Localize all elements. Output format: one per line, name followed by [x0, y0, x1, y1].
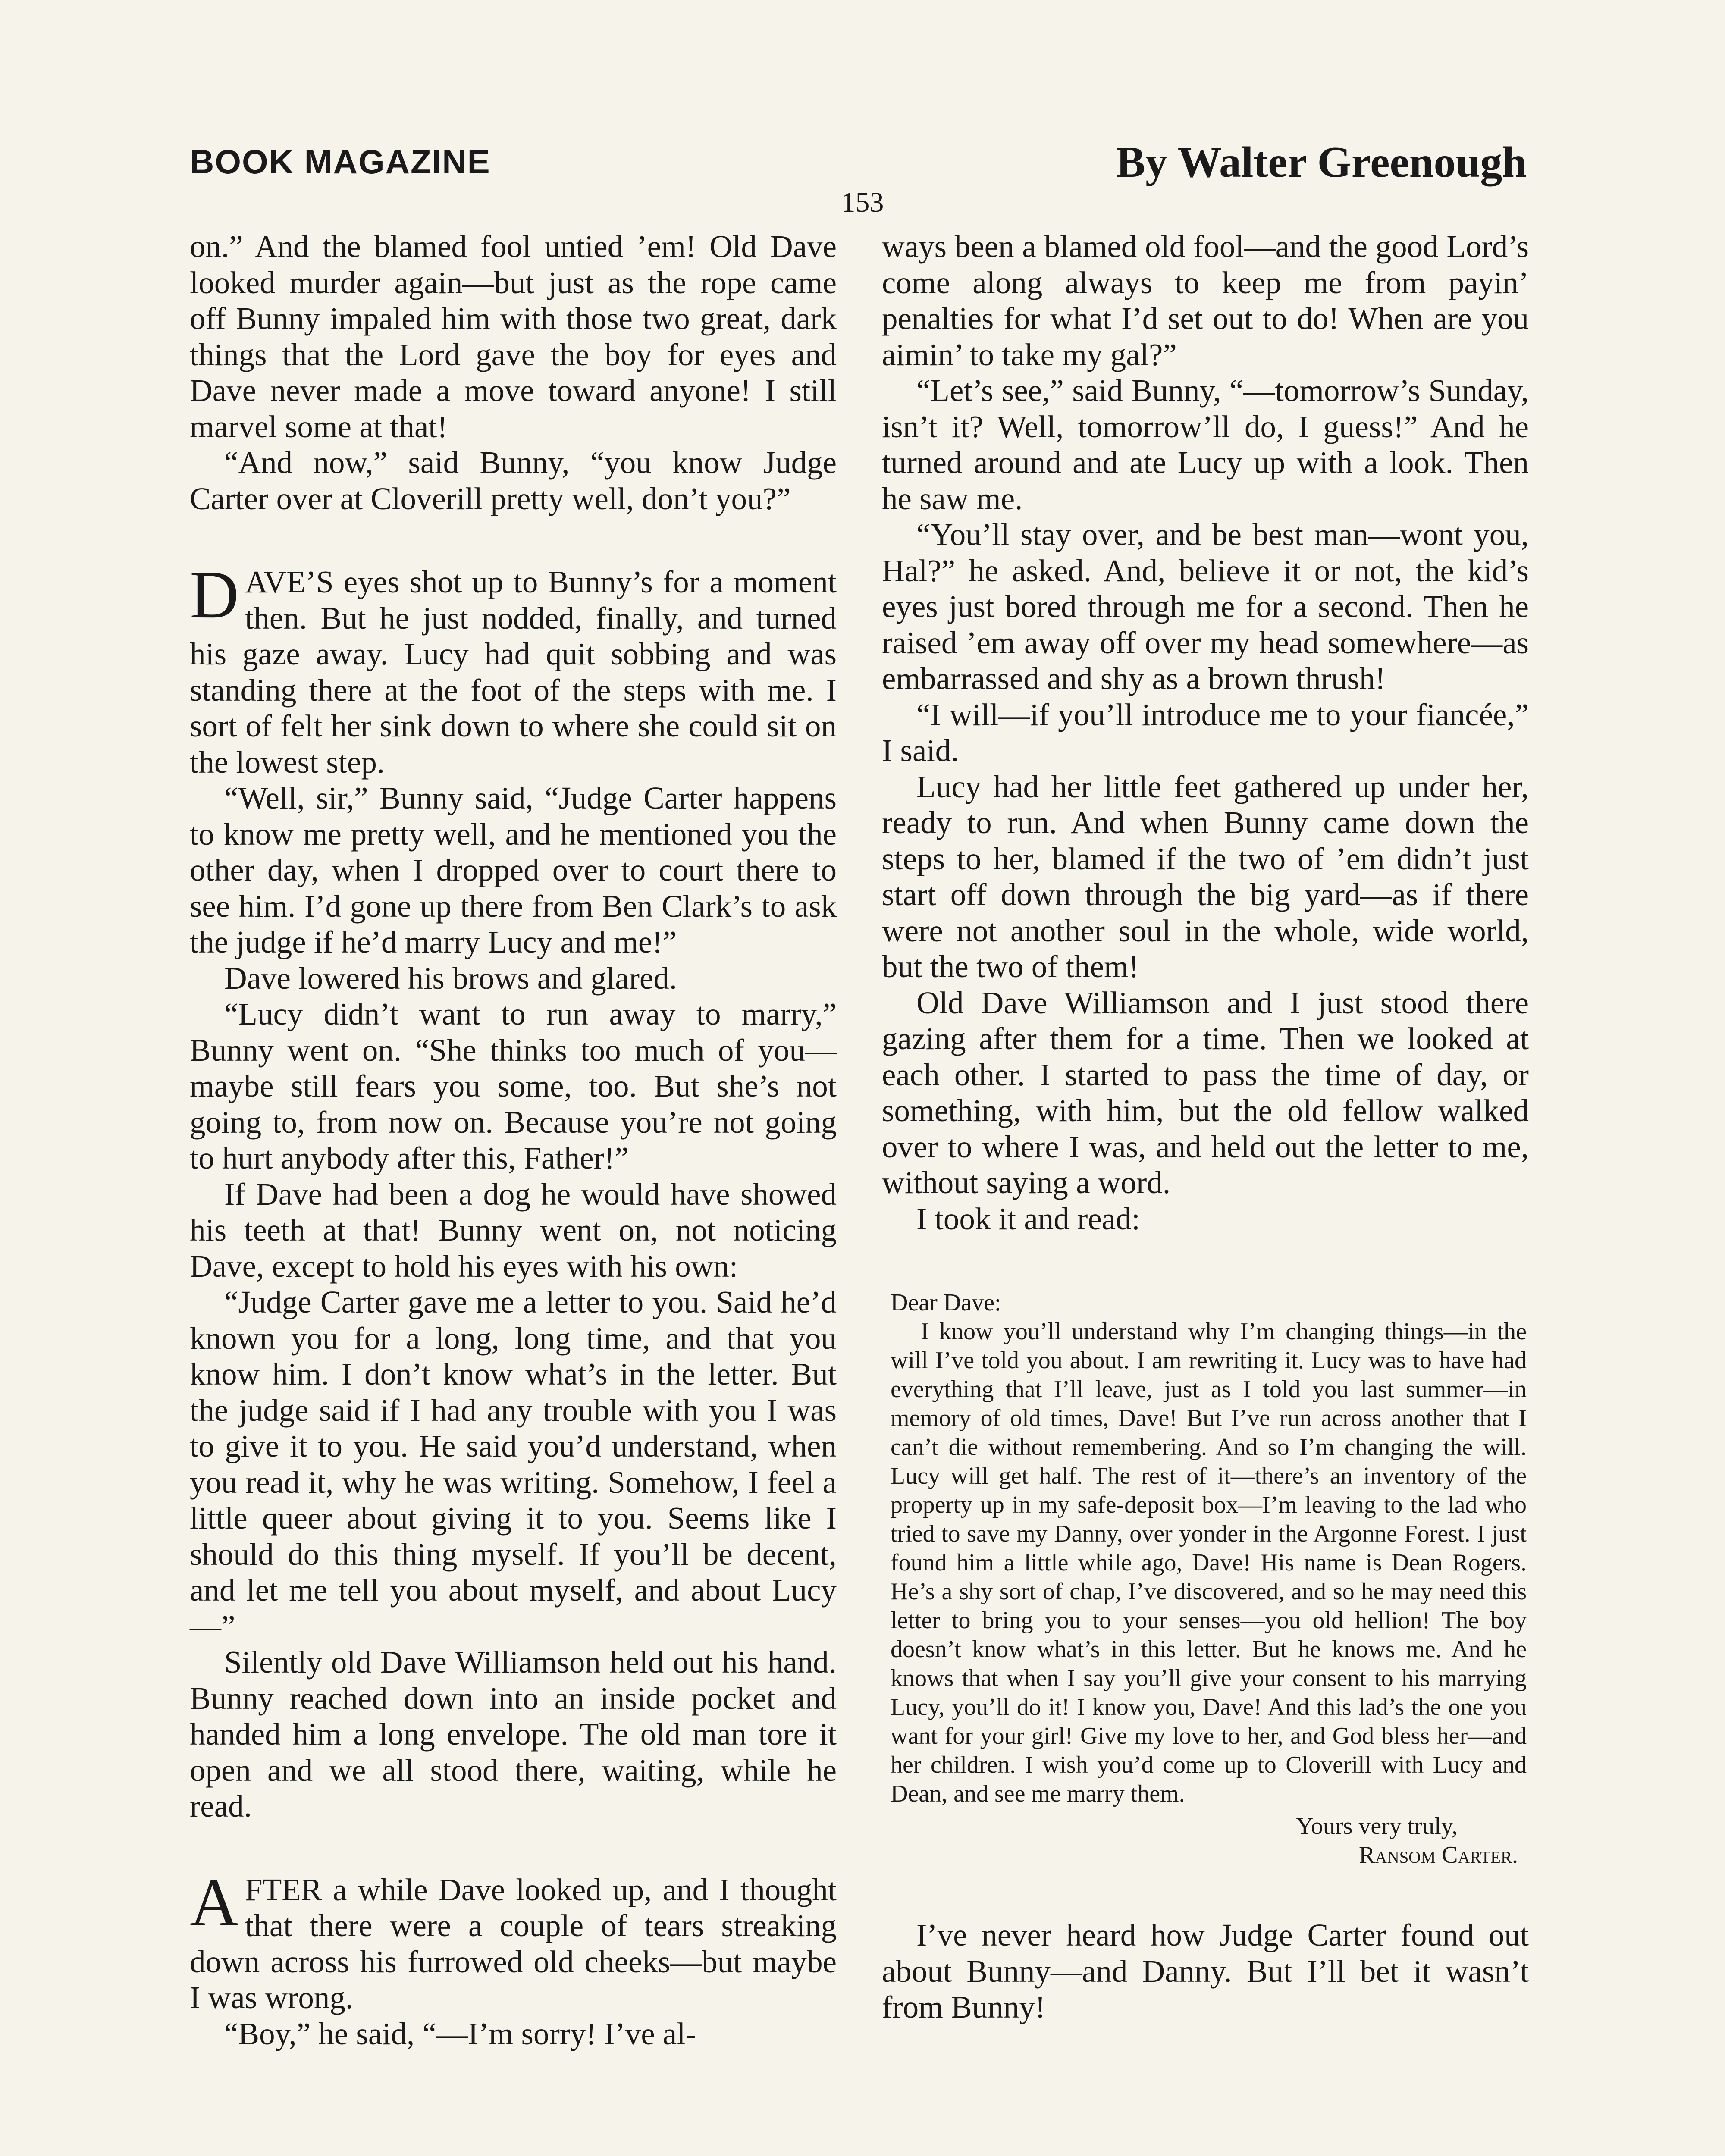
paragraph: on.” And the blamed fool untied ’em! Old Dave looked murder again—but just as the rope came off Bunny impaled him with those two great, dark things that the Lord gave the boy for eyes and Dave never made a move toward anyone! I still marvel some at that!: [190, 229, 837, 444]
paragraph: “Well, sir,” Bunny said, “Judge Carter happens to know me pretty well, and he mentioned you the other day, when I dropped over to court there to see him. I’d gone up there from Ben Clark’s to ask the judge if he’d marry Lucy and me!”: [190, 780, 837, 959]
paragraph: ways been a blamed old fool—and the good Lord’s come along always to keep me from payin’ penalties for what I’d set out to do! When are you aimin’ to take my gal?”: [882, 229, 1529, 372]
paragraph: If Dave had been a dog he would have showed his teeth at that! Bunny went on, not noticing Dave, except to hold his eyes with his own:: [190, 1176, 837, 1284]
right-column: [882, 229, 1529, 2025]
letter-body: I know you’ll understand why I’m changing things—in the will I’ve told you about. I am rewriting it. Lucy was to have had everything that I’ll leave, just as I told you last summer—in memory of old times, Dave! But I’ve run across another that I can’t die without remembering. And so I’m changing the will. Lucy will get half. The rest of it—there’s an inventory of the property up in my safe-deposit box—I’m leaving to the lad who tried to save my Danny, over yonder in the Argonne Forest. I just found him a little while ago, Dave! His name is Dean Rogers. He’s a shy sort of chap, I’ve discovered, and so he may need this letter to bring you to your senses—you old hellion! The boy doesn’t know what’s in this letter. But he knows me. And he knows that when I say you’ll give your consent to his marrying Lucy, you’ll do it! I know you, Dave! And this lad’s the one you want for your girl! Give my love to her, and God bless her—and her children. I wish you’d come up to Cloverill with Lucy and Dean, and see me marry them.: [891, 1318, 1527, 1807]
left-column: [190, 229, 837, 2052]
letter-salutation: Dear Dave:: [891, 1289, 1001, 1316]
letter-signature: Ransom Carter.: [1358, 1842, 1518, 1868]
paragraph: I took it and read:: [916, 1201, 1140, 1236]
paragraph: “Lucy didn’t want to run away to marry,” Bunny went on. “She thinks too much of you—maybe still fears you some, too. But she’s not going to, from now on. Because you’re not going to hurt anybody after this, Father!”: [190, 997, 837, 1175]
author-byline: By Walter Greenough: [1116, 138, 1527, 187]
letter-closing: Yours very truly,: [1296, 1813, 1458, 1839]
drop-cap: D: [190, 557, 239, 633]
paragraph: “You’ll stay over, and be best man—wont you, Hal?” he asked. And, believe it or not, the kid’s eyes just bored through me for a second. Then he raised ’em away off over my head somewhere—as embarrassed and shy as a brown thrush!: [882, 517, 1529, 696]
paragraph-text: AVE’S eyes shot up to Bunny’s for a moment then. But he just nodded, finally, and turned his gaze away. Lucy had quit sobbing and was standing there at the foot of the steps with me. I sort of felt her sink down to where she could sit on the lowest step.: [190, 564, 837, 780]
paragraph: “Let’s see,” said Bunny, “—tomorrow’s Sunday, isn’t it? Well, tomorrow’ll do, I guess!” And he turned around and ate Lucy up with a look. Then he saw me.: [882, 373, 1529, 516]
paragraph: “I will—if you’ll introduce me to your fiancée,” I said.: [882, 697, 1529, 768]
paragraph: “Judge Carter gave me a letter to you. Said he’d known you for a long, long time, and that you know him. I don’t know what’s in the letter. But the judge said if I had any trouble with you I was to give it to you. He said you’d understand, when you read it, why he was writing. Somehow, I feel a little queer about giving it to you. Seems like I should do this thing myself. If you’ll be decent, and let me tell you about myself, and about Lucy—”: [190, 1285, 837, 1644]
paragraph-text: FTER a while Dave looked up, and I thought that there were a couple of tears streaking down across his furrowed old cheeks—but maybe I was wrong.: [190, 1872, 837, 2015]
section-paragraph: [190, 1865, 837, 2016]
section-paragraph: [190, 557, 837, 780]
page-number: 153: [841, 187, 884, 218]
paragraph: Dave lowered his brows and glared.: [224, 960, 677, 996]
drop-cap: A: [190, 1865, 239, 1940]
paragraph: “Boy,” he said, “—I’m sorry! I’ve al-: [224, 2016, 696, 2051]
paragraph: “And now,” said Bunny, “you know Judge Carter over at Cloverill pretty well, don’t you?”: [190, 445, 837, 516]
publication-title: BOOK MAGAZINE: [190, 143, 491, 181]
paragraph: Lucy had her little feet gathered up under her, ready to run. And when Bunny came down the steps to her, blamed if the two of ’em didn’t just start off down through the big yard—as if there were not another soul in the whole, wide world, but the two of them!: [882, 769, 1529, 984]
paragraph: Old Dave Williamson and I just stood there gazing after them for a time. Then we looked at each other. I started to pass the time of day, or something, with him, but the old fellow walked over to where I was, and held out the letter to me, without saying a word.: [882, 985, 1529, 1200]
quoted-letter: [891, 1288, 1527, 1870]
paragraph: I’ve never heard how Judge Carter found out about Bunny—and Danny. But I’ll bet it wasn’t from Bunny!: [882, 1918, 1529, 2024]
paragraph: Silently old Dave Williamson held out his hand. Bunny reached down into an inside pocket and handed him a long envelope. The old man tore it open and we all stood there, waiting, while he read.: [190, 1645, 837, 1824]
